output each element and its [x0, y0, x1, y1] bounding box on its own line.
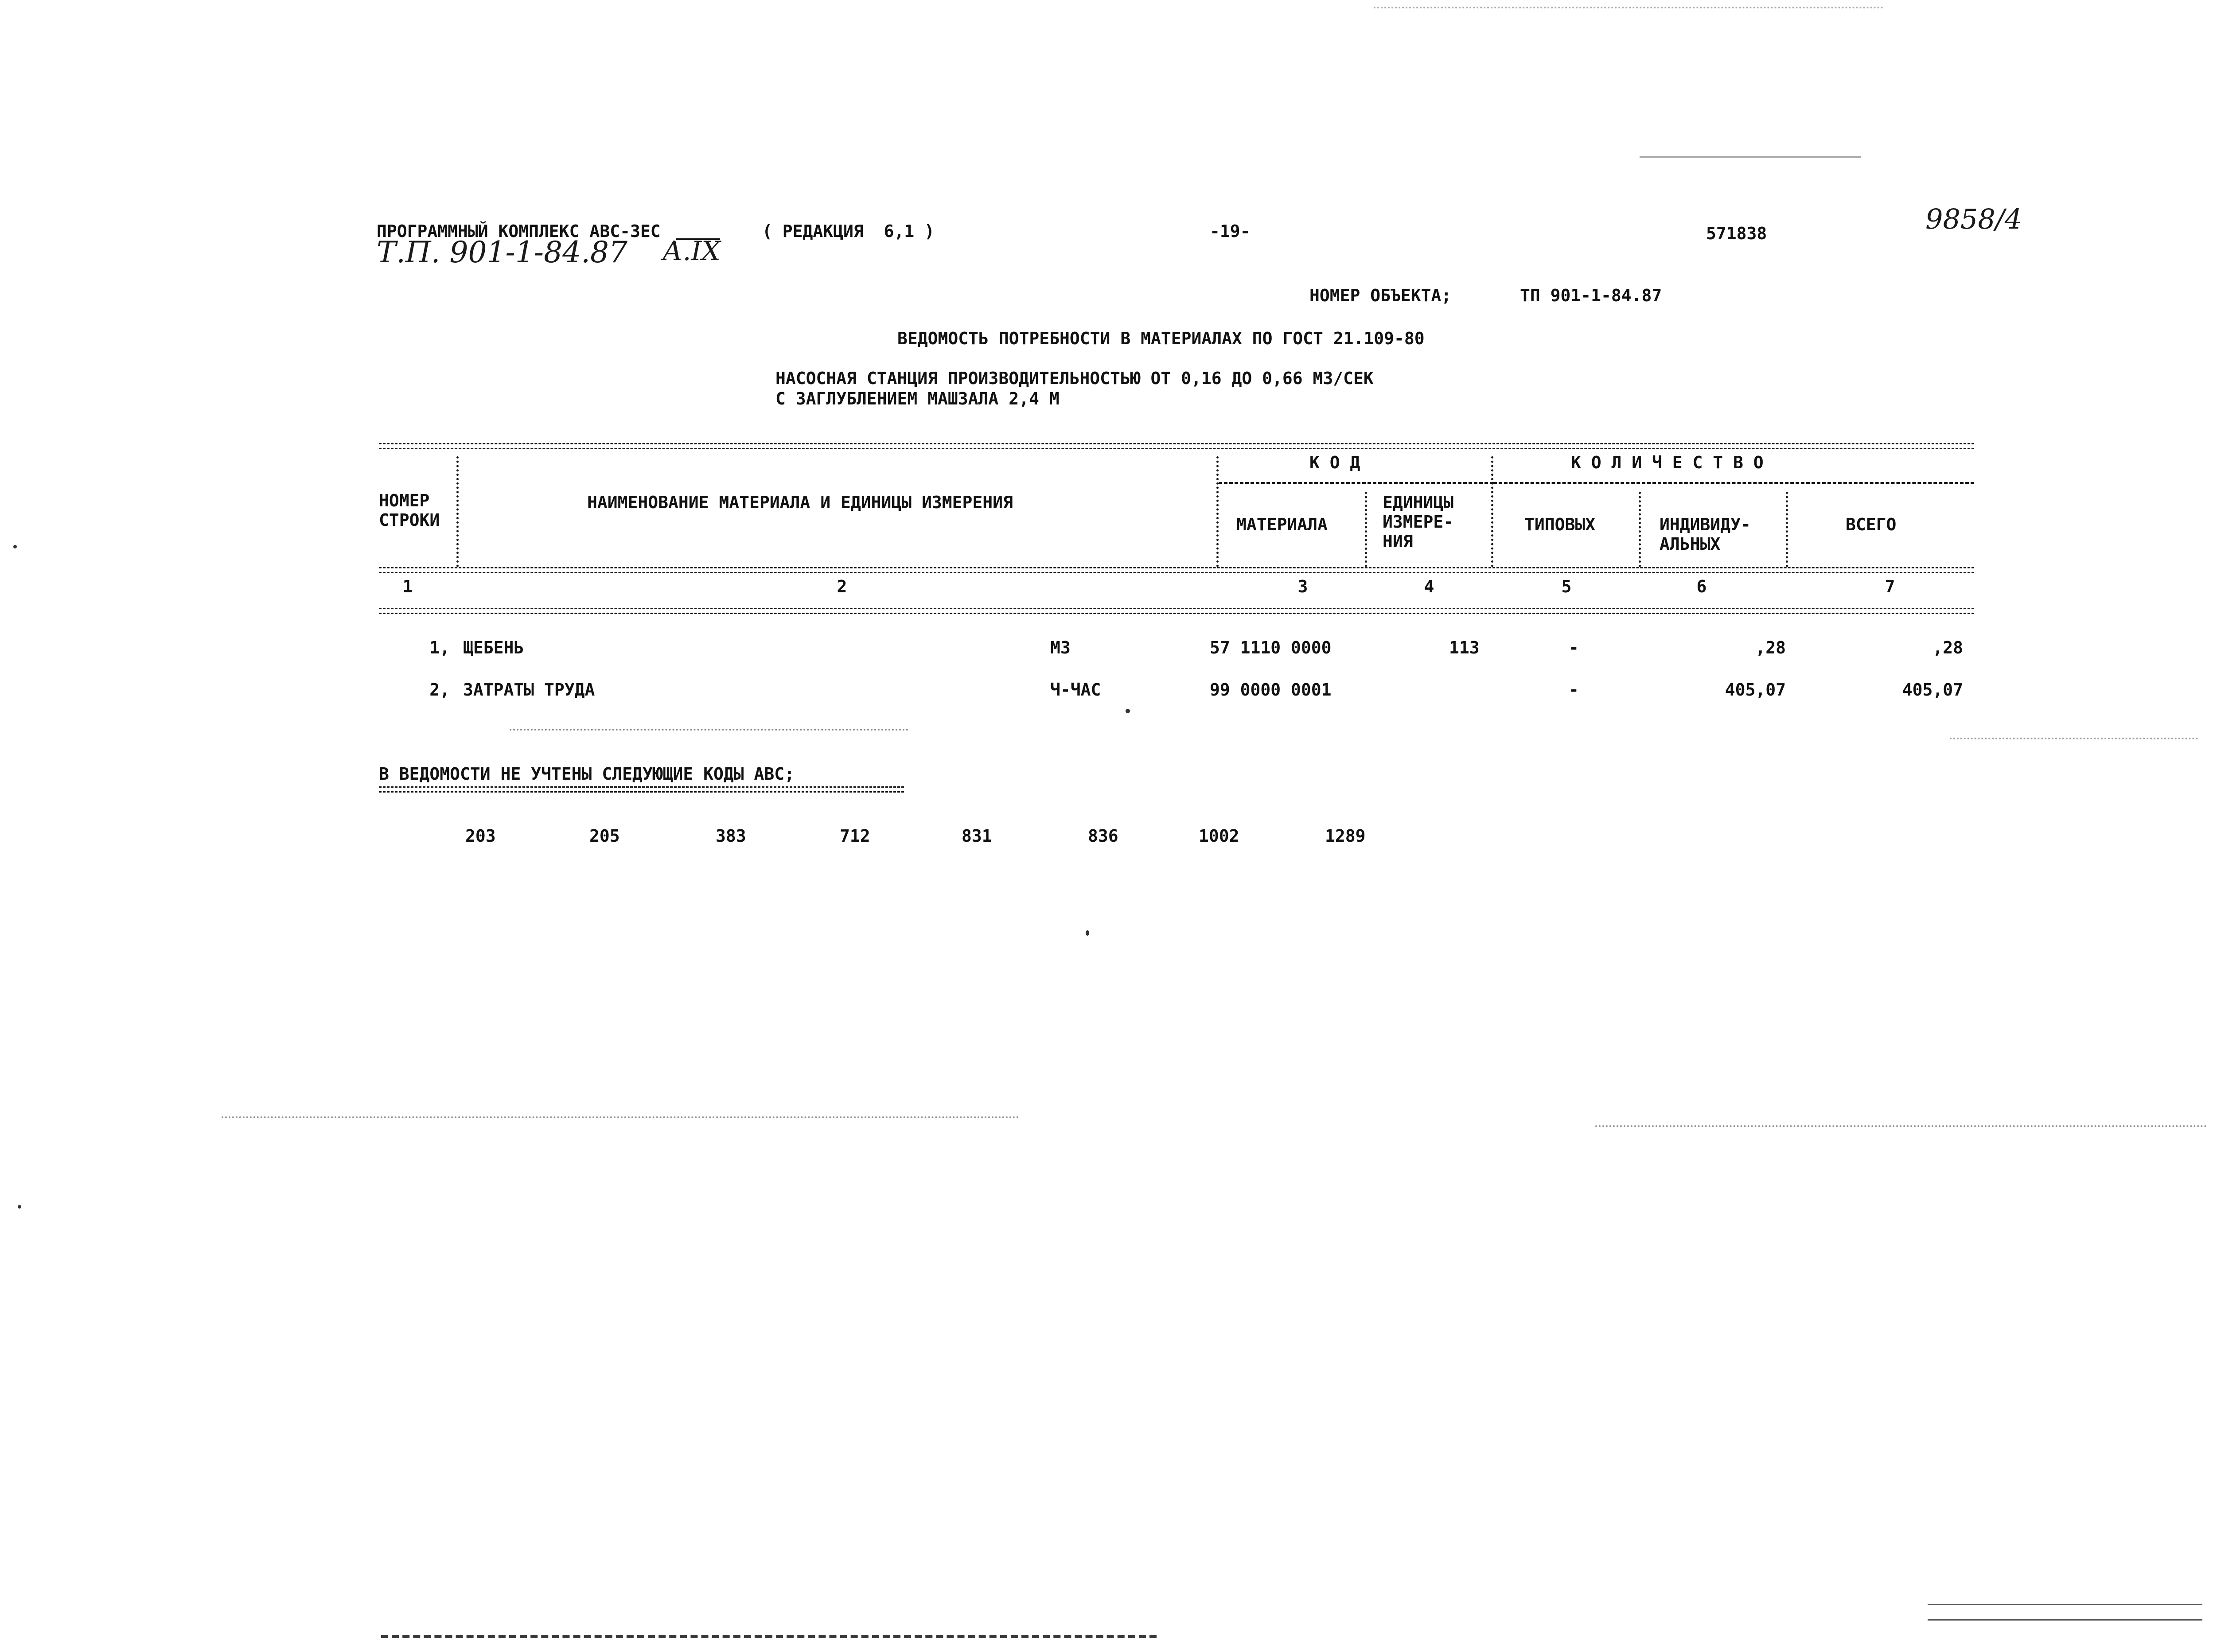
- handwritten-album-code: А.IX: [662, 236, 721, 267]
- scan-artifact-line: [1595, 1125, 2207, 1127]
- column-separator: [1216, 456, 1219, 567]
- excluded-codes-underline: [379, 786, 904, 793]
- excluded-code: 1289: [1325, 826, 1366, 846]
- header-material-name: НАИМЕНОВАНИЕ МАТЕРИАЛА И ЕДИНИЦЫ ИЗМЕРЕНИЯ: [587, 493, 1013, 512]
- page-number: -19-: [1210, 222, 1251, 241]
- scan-artifact-line: [1374, 7, 1883, 8]
- unit: М3: [1050, 638, 1071, 657]
- number-row-bottom-rule: [379, 608, 1974, 614]
- excluded-codes-note: В ВЕДОМОСТИ НЕ УЧТЕНЫ СЛЕДУЮЩИЕ КОДЫ АВС;: [379, 764, 795, 784]
- header-unit-code: ЕДИНИЦЫ ИЗМЕРЕ- НИЯ: [1383, 493, 1454, 551]
- scan-artifact-line: [1928, 1619, 2202, 1621]
- excluded-code: 1002: [1199, 826, 1239, 846]
- code-group-rule: [1219, 482, 1493, 484]
- column-number: 1: [402, 577, 413, 596]
- total-quantity: 405,07: [1902, 680, 1963, 700]
- excluded-code: 836: [1088, 826, 1118, 846]
- scan-artifact-line: [381, 1635, 1157, 1638]
- scan-speck: [13, 545, 17, 548]
- program-name: ПРОГРАММНЫЙ КОМПЛЕКС АВС-3ЕС: [377, 222, 661, 241]
- unit: Ч-ЧАС: [1050, 680, 1101, 700]
- header-row-number: НОМЕР СТРОКИ: [379, 491, 440, 530]
- total-quantity: ,28: [1932, 638, 1963, 657]
- material-code: 57 1110 0000: [1210, 638, 1332, 657]
- unit-code: 113: [1449, 638, 1480, 657]
- column-number: 2: [837, 577, 847, 596]
- document-title: ВЕДОМОСТЬ ПОТРЕБНОСТИ В МАТЕРИАЛАХ ПО ГОСТ 21.109-80: [897, 329, 1425, 348]
- scan-speck: [1086, 930, 1089, 936]
- column-separator: [1365, 492, 1367, 567]
- excluded-code: 712: [840, 826, 870, 846]
- scan-speck: [1126, 709, 1130, 713]
- table-top-rule: [379, 443, 1974, 449]
- quantity-group-rule: [1493, 482, 1974, 484]
- header-individual: ИНДИВИДУ- АЛЬНЫХ: [1660, 515, 1751, 554]
- row-number: 2,: [429, 680, 450, 700]
- document-number: 571838: [1706, 224, 1767, 243]
- column-separator: [1786, 492, 1788, 567]
- subtitle-line-2: С ЗАГЛУБЛЕНИЕМ МАШЗАЛА 2,4 М: [775, 389, 1060, 408]
- row-number: 1,: [429, 638, 450, 657]
- excluded-code: 383: [716, 826, 746, 846]
- column-number: 6: [1696, 577, 1707, 596]
- scan-artifact-line: [222, 1116, 1019, 1118]
- excluded-code: 205: [589, 826, 620, 846]
- typical-quantity: -: [1569, 680, 1579, 700]
- scan-speck: [18, 1205, 21, 1209]
- column-number: 4: [1424, 577, 1434, 596]
- scan-artifact-line: [1950, 738, 2198, 739]
- object-value: ТП 901-1-84.87: [1520, 286, 1662, 305]
- scan-artifact-line: [1928, 1604, 2202, 1605]
- edition-label: ( РЕДАКЦИЯ 6,1 ): [762, 222, 935, 241]
- individual-quantity: 405,07: [1725, 680, 1786, 700]
- individual-quantity: ,28: [1755, 638, 1786, 657]
- handwritten-project-code: Т.П. 901-1-84.87: [377, 235, 628, 269]
- scan-artifact-line: [510, 729, 908, 731]
- header-quantity-group: К О Л И Ч Е С Т В О: [1571, 453, 1764, 472]
- material-code: 99 0000 0001: [1210, 680, 1332, 700]
- subtitle-line-1: НАСОСНАЯ СТАНЦИЯ ПРОИЗВОДИТЕЛЬНОСТЬЮ ОТ 0,16 ДО 0,66 М3/СЕК: [775, 369, 1374, 388]
- column-separator: [1491, 456, 1493, 567]
- object-label: НОМЕР ОБЪЕКТА;: [1309, 286, 1452, 305]
- column-number: 3: [1297, 577, 1308, 596]
- header-bottom-rule: [379, 567, 1974, 573]
- excluded-code: 203: [465, 826, 496, 846]
- column-separator: [456, 456, 459, 567]
- header-typical: ТИПОВЫХ: [1524, 515, 1596, 534]
- handwritten-sheet-number: 9858/4: [1925, 203, 2022, 235]
- column-number: 7: [1885, 577, 1895, 596]
- material-name: ЗАТРАТЫ ТРУДА: [463, 680, 595, 700]
- header-code-group: К О Д: [1309, 453, 1360, 472]
- scan-artifact-line: [1640, 156, 1861, 158]
- header-material-code: МАТЕРИАЛА: [1236, 515, 1328, 534]
- excluded-code: 831: [962, 826, 992, 846]
- material-name: ЩЕБЕНЬ: [463, 638, 524, 657]
- typical-quantity: -: [1569, 638, 1579, 657]
- column-separator: [1639, 492, 1641, 567]
- header-total: ВСЕГО: [1846, 515, 1897, 534]
- column-number: 5: [1561, 577, 1572, 596]
